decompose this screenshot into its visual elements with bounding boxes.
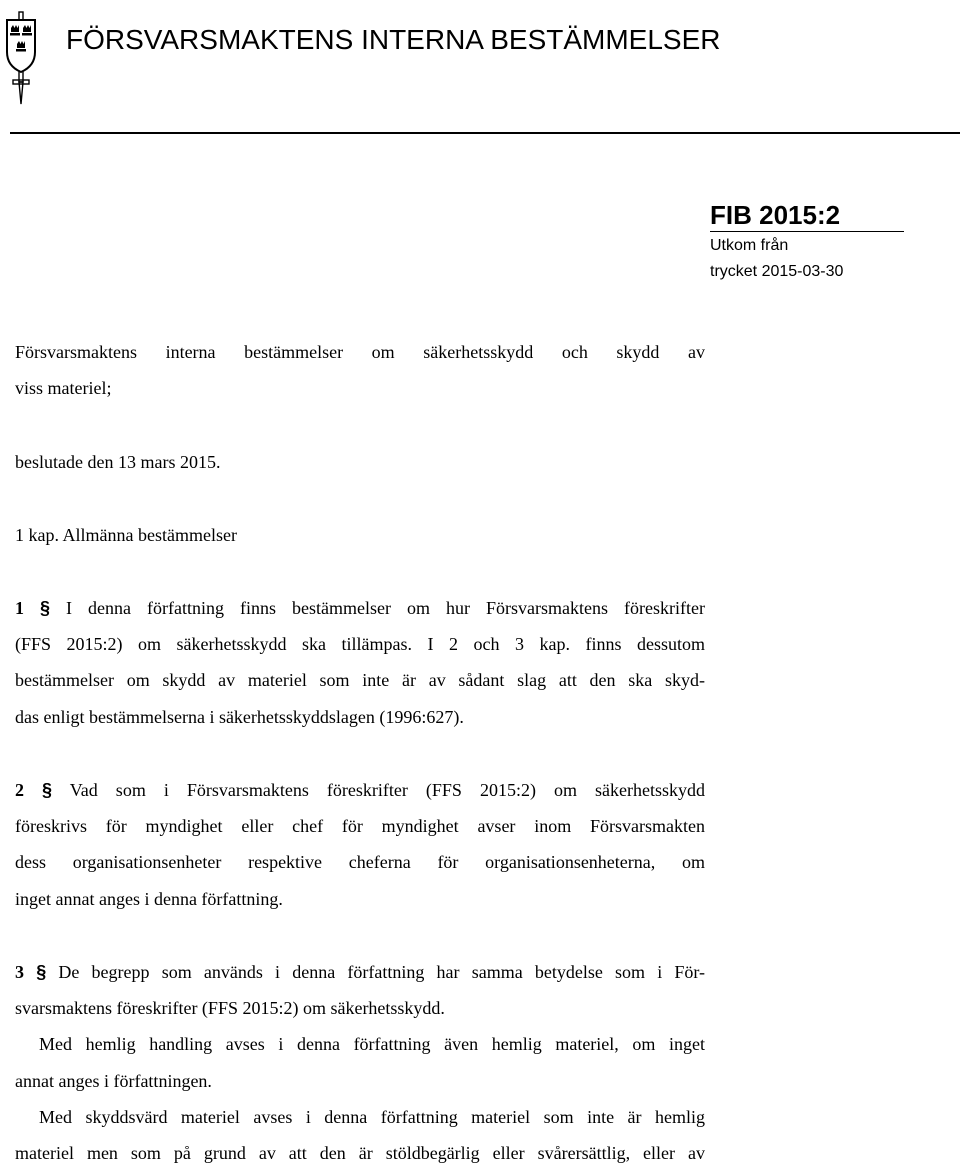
section-2-line-2: föreskrivs för myndighet eller chef för myndighet avser inom Försvarsmakten: [15, 816, 705, 836]
issue-status-line-1: Utkom från: [710, 237, 789, 254]
section-sign-icon: §: [42, 780, 53, 800]
section-sign-icon: §: [36, 962, 47, 982]
section-2-line-4: inget annat anges i denna författning.: [15, 889, 283, 909]
section-3-paragraph-2-line-2: annat anges i författningen.: [15, 1071, 212, 1091]
decision-date: beslutade den 13 mars 2015.: [15, 452, 221, 472]
section-3-text: De begrepp som används i denna författning har samma betydelse som i För-: [58, 962, 706, 982]
section-2-number: 2: [15, 780, 24, 800]
section-1-line-3: bestämmelser om skydd av materiel som inte är av sådant slag att den ska skyd-: [15, 670, 705, 690]
chapter-heading: 1 kap. Allmänna bestämmelser: [15, 525, 237, 545]
section-3-paragraph-3-line-1: Med skyddsvärd materiel avses i denna författning materiel som inte är hemlig: [39, 1107, 705, 1127]
section-3-number: 3: [15, 962, 24, 982]
section-1-line-1: [15, 590, 705, 627]
issue-number: FIB 2015:2: [710, 200, 904, 232]
issue-info: [710, 200, 904, 285]
armed-forces-emblem-icon: [3, 8, 39, 108]
section-2-line-3: dess organisationsenheter respektive cheferna för organisationsenheterna, om: [15, 852, 705, 872]
section-3-paragraph-3-line-2: materiel men som på grund av att den är stöldbegärlig eller svårersättlig, eller av: [15, 1143, 705, 1163]
document-title-line-1: Försvarsmaktens interna bestämmelser om säkerhetsskydd och skydd av: [15, 342, 705, 362]
section-3-line-1: [15, 954, 705, 991]
section-2-line-1: [15, 772, 705, 809]
document-title-line-2: viss materiel;: [15, 378, 112, 398]
header-divider: [10, 132, 960, 134]
section-1-line-2: (FFS 2015:2) om säkerhetsskydd ska tillämpas. I 2 och 3 kap. finns dessutom: [15, 634, 705, 654]
section-1-number: 1: [15, 598, 24, 618]
section-sign-icon: §: [40, 598, 51, 618]
section-3-paragraph-2-line-1: Med hemlig handling avses i denna författning även hemlig materiel, om inget: [39, 1034, 705, 1054]
section-1-text: I denna författning finns bestämmelser om hur Försvarsmaktens föreskrifter: [66, 598, 705, 618]
section-1-line-4: das enligt bestämmelserna i säkerhetsskyddslagen (1996:627).: [15, 707, 464, 727]
page-header-title: FÖRSVARSMAKTENS INTERNA BESTÄMMELSER: [66, 24, 721, 55]
section-2-text: Vad som i Försvarsmaktens föreskrifter (FFS 2015:2) om säkerhetsskydd: [69, 780, 705, 800]
section-3-line-2: svarsmaktens föreskrifter (FFS 2015:2) om säkerhetsskydd.: [15, 998, 445, 1018]
issue-status-line-2: trycket 2015-03-30: [710, 263, 844, 280]
